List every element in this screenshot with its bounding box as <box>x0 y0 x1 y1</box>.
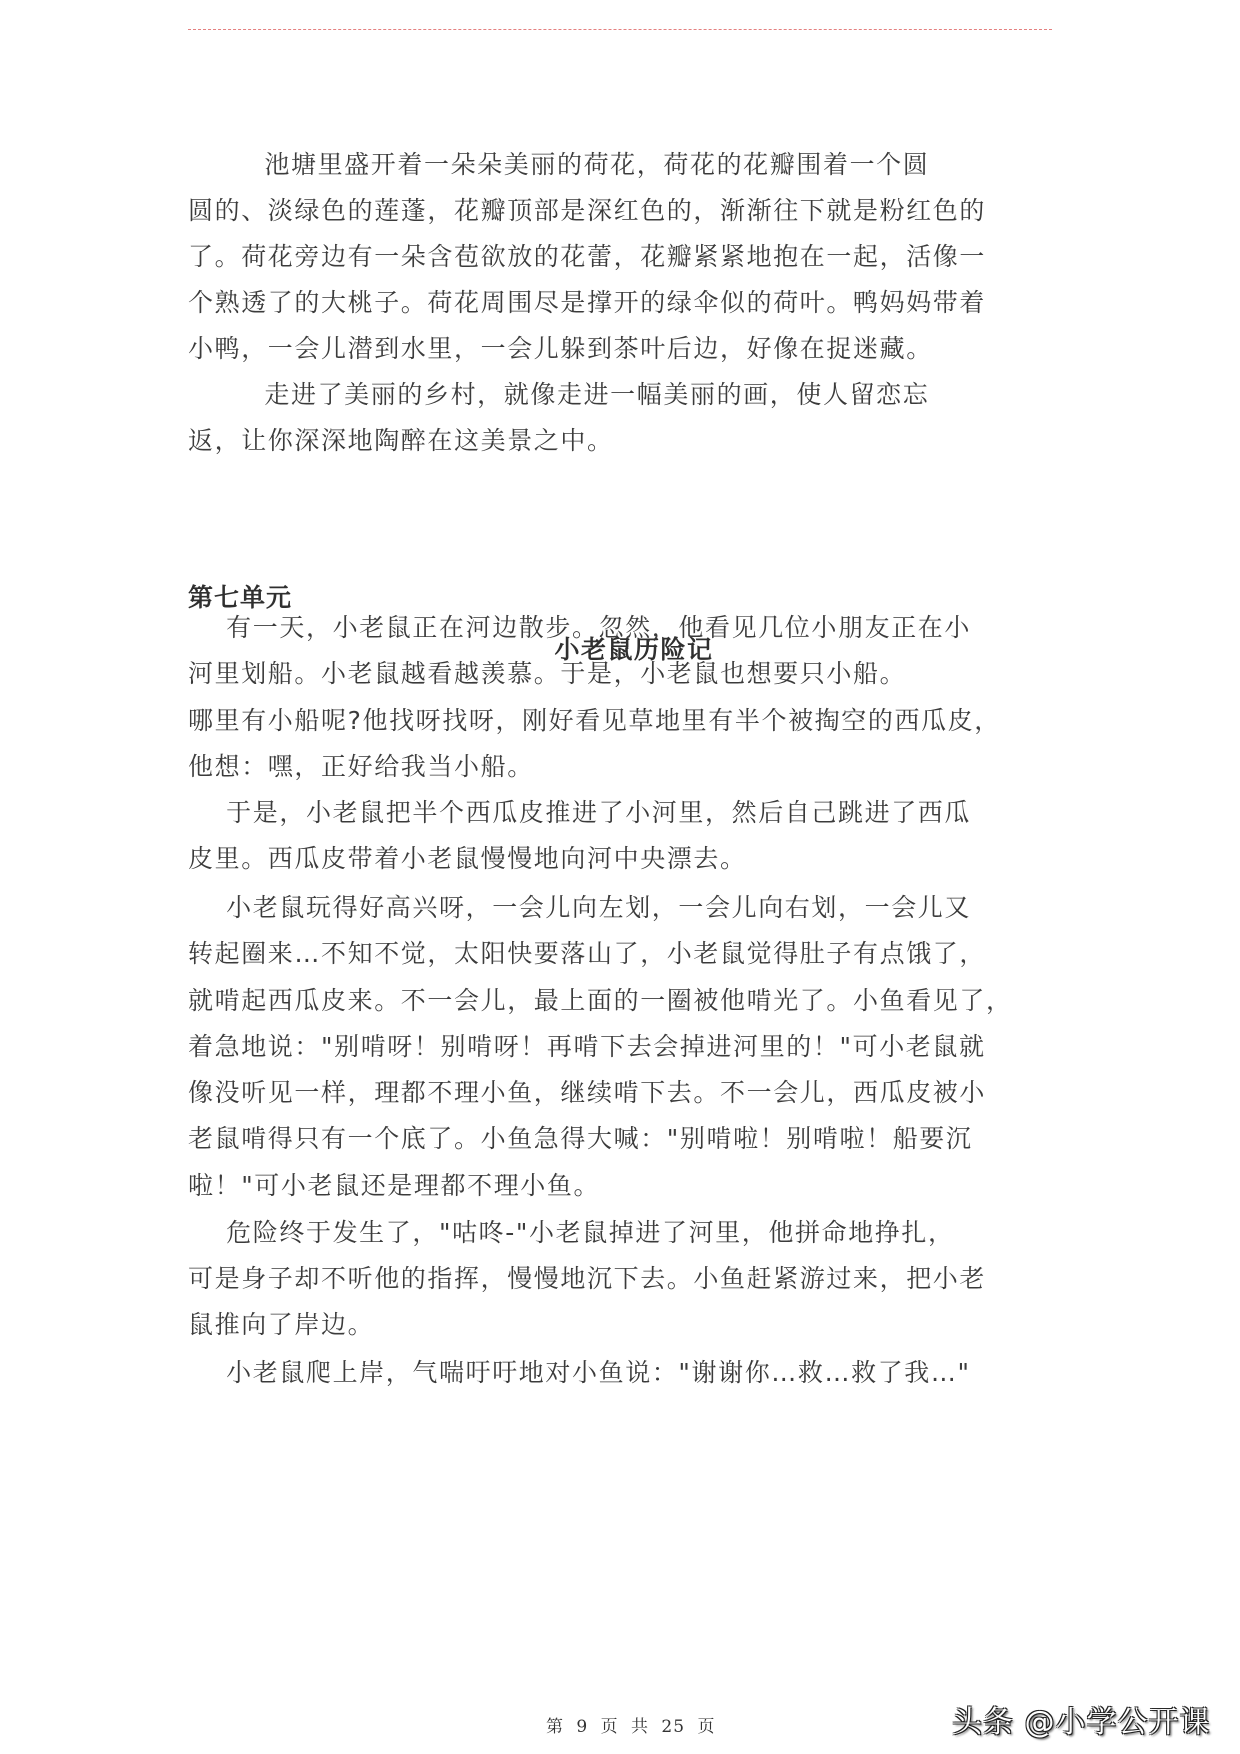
paragraph-line: 啦！"可小老鼠还是理都不理小鱼。 <box>188 1171 601 1200</box>
paragraph-line: 老鼠啃得只有一个底了。小鱼急得大喊："别啃啦！别啃啦！船要沉 <box>188 1124 973 1153</box>
paragraph-line: 就啃起西瓜皮来。不一会儿，最上面的一圈被他啃光了。小鱼看见了， <box>188 986 1013 1015</box>
paragraph-line: 哪里有小船呢?他找呀找呀，刚好看见草地里有半个被掏空的西瓜皮， <box>188 706 1001 735</box>
story-title: 小老鼠历险记 <box>554 635 714 664</box>
paragraph-line: 返，让你深深地陶醉在这美景之中。 <box>188 426 614 455</box>
paragraph-line: 于是，小老鼠把半个西瓜皮推进了小河里，然后自己跳进了西瓜 <box>188 798 971 827</box>
paragraph-line: 小鸭，一会儿潜到水里，一会儿躲到茶叶后边，好像在捉迷藏。 <box>188 334 933 363</box>
paragraph-line: 池塘里盛开着一朵朵美丽的荷花，荷花的花瓣围着一个圆 <box>188 150 930 179</box>
paragraph-line: 圆的、淡绿色的莲蓬，花瓣顶部是深红色的，渐渐往下就是粉红色的 <box>188 196 987 225</box>
paragraph-line: 走进了美丽的乡村，就像走进一幅美丽的画，使人留恋忘 <box>188 380 930 409</box>
paragraph-line: 河里划船。小老鼠越看越羡慕。于是，小老鼠也想要只小船。 <box>188 659 907 688</box>
watermark: 头条 @小学公开课 <box>952 1705 1211 1740</box>
paragraph-line: 着急地说："别啃呀！别啃呀！再啃下去会掉进河里的！"可小老鼠就 <box>188 1032 986 1061</box>
paragraph-line: 鼠推向了岸边。 <box>188 1310 375 1339</box>
paragraph-line: 小老鼠玩得好高兴呀，一会儿向左划，一会儿向右划，一会儿又 <box>188 893 971 922</box>
paragraph-line: 他想：嘿，正好给我当小船。 <box>188 752 534 781</box>
paragraph-line: 个熟透了的大桃子。荷花周围尽是撑开的绿伞似的荷叶。鸭妈妈带着 <box>188 288 987 317</box>
paragraph-line: 有一天，小老鼠正在河边散步。忽然，他看见几位小朋友正在小 <box>188 613 971 642</box>
page-number: 第 9 页 共 25 页 <box>546 1717 716 1737</box>
paragraph-line: 了。荷花旁边有一朵含苞欲放的花蕾，花瓣紧紧地抱在一起，活像一 <box>188 242 987 271</box>
unit-heading: 第七单元 <box>188 583 293 612</box>
paragraph-line: 像没听见一样，理都不理小鱼，继续啃下去。不一会儿，西瓜皮被小 <box>188 1078 987 1107</box>
paragraph-line: 危险终于发生了，"咕咚-"小老鼠掉进了河里，他拼命地挣扎， <box>188 1218 955 1247</box>
paragraph-line: 转起圈来…不知不觉，太阳快要落山了，小老鼠觉得肚子有点饿了， <box>188 939 987 968</box>
paragraph-line: 可是身子却不听他的指挥，慢慢地沉下去。小鱼赶紧游过来，把小老 <box>188 1264 987 1293</box>
paragraph-line: 小老鼠爬上岸，气喘吁吁地对小鱼说："谢谢你…救…救了我…" <box>188 1358 971 1387</box>
paragraph-line: 皮里。西瓜皮带着小老鼠慢慢地向河中央漂去。 <box>188 844 747 873</box>
header-rule <box>188 29 1052 30</box>
